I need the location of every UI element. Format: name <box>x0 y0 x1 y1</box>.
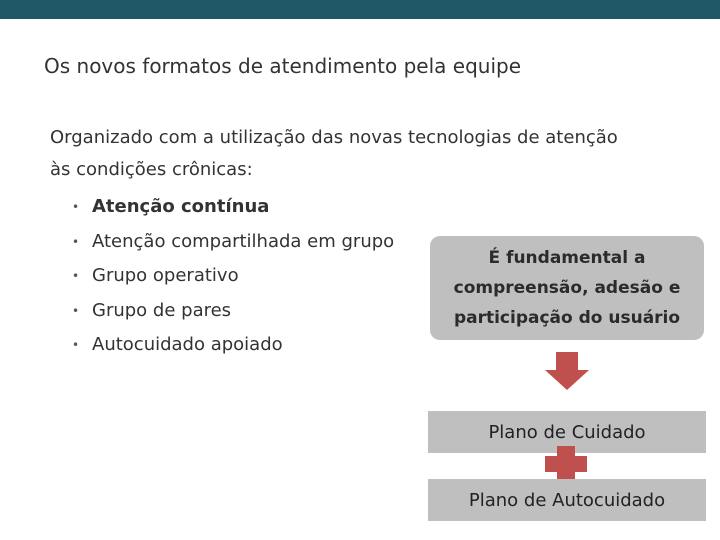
bullet-item: • Autocuidado apoiado <box>72 328 394 363</box>
callout-line-3: participação do usuário <box>453 308 681 328</box>
self-care-plan-box <box>428 479 706 521</box>
bullet-icon: • <box>72 338 80 352</box>
top-bar <box>0 0 720 19</box>
arrow-head <box>545 370 589 390</box>
bullet-item: • Atenção contínua <box>72 190 394 225</box>
bullet-icon: • <box>72 269 80 283</box>
bullet-icon: • <box>72 303 80 318</box>
bullet-item: • Grupo operativo <box>72 259 394 294</box>
intro-line-1: Organizado com a utilização das novas tecnologias de atenção <box>50 127 618 148</box>
care-plan-label: Plano de Cuidado <box>488 421 646 443</box>
bullet-icon: • <box>72 234 80 249</box>
arrow-shaft <box>556 352 578 372</box>
intro-line-2: às condições crônicas: <box>50 159 253 180</box>
bullet-icon: • <box>72 200 80 214</box>
plus-horizontal-bar <box>545 456 587 472</box>
callout-line-1: É fundamental a <box>488 248 646 268</box>
callout-line-2: compreensão, adesão e <box>453 278 681 298</box>
self-care-plan-label: Plano de Autocuidado <box>468 489 666 511</box>
callout-text <box>442 243 692 333</box>
callout-box <box>430 236 704 340</box>
bullet-item: • Grupo de pares <box>72 294 394 329</box>
bullet-list <box>72 190 394 363</box>
intro-text <box>50 122 690 186</box>
slide-title: Os novos formatos de atendimento pela equipe <box>44 54 522 78</box>
bullet-item: • Atenção compartilhada em grupo <box>72 225 394 260</box>
